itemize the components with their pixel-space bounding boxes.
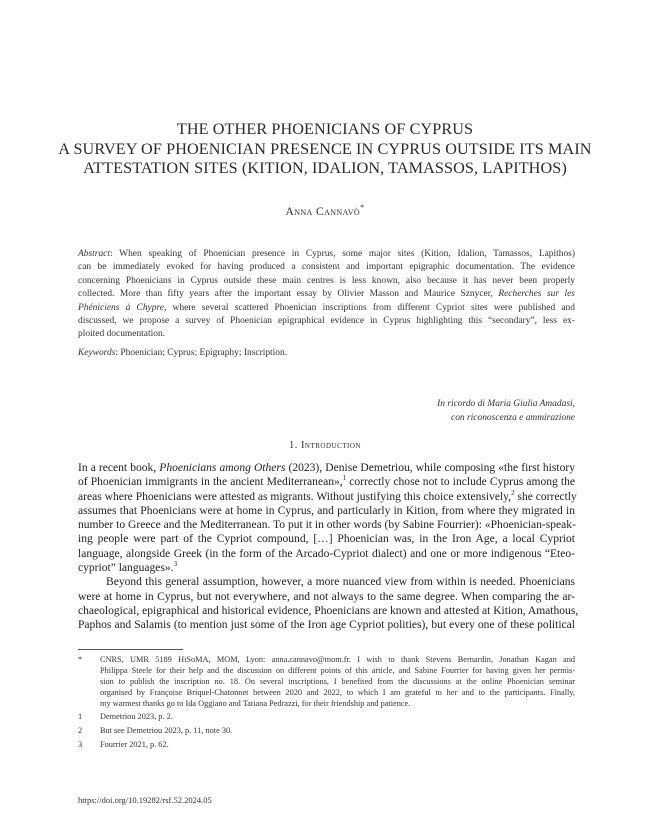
- body-line: Beyond this general assumption, however, a more nuanced view from within is needed. Phoenicians: [106, 576, 575, 589]
- abstract-line: Abstract: When speaking of Phoenician presence in Cyprus, some major sites (Kition, Idalion, Tamassos, Lapithos): [78, 249, 575, 259]
- keywords-text: : Phoenician; Cyprus; Epigraphy; Inscription.: [115, 348, 288, 358]
- footnote-1: [78, 710, 575, 724]
- body-line: cypriot” languages».$^3$: [78, 560, 178, 575]
- keywords: [78, 348, 287, 358]
- footnote-line: CNRS, UMR 5189 HiSoMA, MOM, Lyon: anna.cannavo@mom.fr. I wish to thank Stevens Bernardin, Jonathan Kagan and: [100, 655, 575, 664]
- footnote-mark: 2: [78, 725, 83, 735]
- footnote-3: [78, 738, 575, 752]
- footnotes: [78, 655, 575, 752]
- footnote-2: [78, 724, 575, 738]
- section-heading-text: 1. Introduction: [289, 440, 361, 451]
- title-line-1: THE OTHER PHOENICIANS OF CYPRUS: [176, 120, 474, 138]
- abstract-line: collected. More than fifty years after the important essay by Olivier Masson and Maurice Sznycer, Recherches sur les: [78, 289, 575, 300]
- footnote-line: organised by Françoise Briquel-Chatonnet between 2020 and 2022, to which I am grateful to her and to the participants. Finally,: [100, 687, 575, 697]
- section-heading: [0, 440, 650, 451]
- author-footnote-mark[interactable]: *: [360, 203, 365, 212]
- title-line-3: ATTESTATION SITES (KITION, IDALION, TAMASSOS, LAPITHOS): [83, 159, 567, 177]
- dedication-line-2: con riconoscenza e ammirazione: [451, 413, 575, 423]
- book-title-italic: Recherches sur les: [498, 289, 575, 300]
- abstract-label: Abstract: [78, 249, 110, 259]
- author-line: [0, 203, 650, 218]
- book-title-italic: Phéniciens à Chypre: [78, 302, 164, 313]
- footnote-star: [78, 655, 575, 710]
- footnote-text: Demetriou 2023, p. 2.: [100, 711, 173, 721]
- footnote-line: my warmest thanks go to Ida Oggiano and Tatiana Pedrazzi, for their friendship and patience.: [100, 698, 411, 708]
- dedication: [437, 397, 575, 425]
- footnote-divider: [78, 649, 183, 650]
- article-title: [40, 120, 610, 179]
- body-line: were at home in Cyprus, but not everywhere, and not always to the same degree. When comparing the ar-: [78, 590, 575, 603]
- body-line: In a recent book, Phoenicians among Others (2023), Denise Demetriou, while composing «the first history: [78, 462, 575, 474]
- footnote-ref[interactable]: 2: [511, 488, 515, 497]
- body-line: Paphos and Salamis (to mention just some of the Iron age Cypriot polities), but every one of these political: [78, 619, 575, 632]
- author-name: Anna Cannavò: [285, 205, 361, 218]
- body-line: ing people were part of the Cypriot compound, […] Phoenician was, in the Iron Age, a local Cypriot: [78, 533, 575, 546]
- abstract-line: Phéniciens à Chypre, where several scattered Phoenician inscriptions from different Cypriot sites were published and: [78, 302, 575, 313]
- book-title-italic: Phoenicians among Others: [159, 462, 286, 474]
- footnote-line: sion to publish the inscription no. 18. On several inscriptions, I benefited from the discussions at the online Phoenician seminar: [100, 676, 575, 686]
- body-line: chaeological, epigraphical and historical evidence, Phoenicians are known and attested at Kition, Amathous,: [78, 604, 579, 617]
- body-line: of Phoenician immigrants in the ancient Mediterranean»,$^1$ correctly chose not to include Cyprus among the: [78, 474, 576, 489]
- body-line: areas where Phoenicians were attested as migrants. Without justifying this choice extensively,$^2$ she correctly: [78, 488, 577, 503]
- doi-link[interactable]: https://doi.org/10.19282/rsf.52.2024.05: [78, 795, 212, 805]
- body-line: assumes that Phoenicians were at home in Cyprus, and particularly in Kition, from where they migrated in: [78, 504, 575, 517]
- footnote-text: Fourrier 2021, p. 62.: [100, 739, 169, 749]
- abstract-line: discussed, we propose a survey of Phoenician epigraphical evidence in Cyprus highlighting this “secondary”, less ex-: [78, 316, 575, 327]
- body-text: [78, 461, 579, 633]
- body-line: language, alongside Greek (in the form of the Arcado-Cypriot dialect) and one or more indigenous “Eteo-: [78, 547, 575, 560]
- abstract-line: concerning Phoenicians in Cyprus outside these main centres is less known, also because it has never been properly: [78, 275, 575, 286]
- title-line-2: A SURVEY OF PHOENICIAN PRESENCE IN CYPRUS OUTSIDE ITS MAIN: [58, 139, 592, 158]
- body-line: number to Greece and the Mediterranean. To put it in other words (by Sabine Fourrier): «Phoenician-speak-: [78, 519, 576, 532]
- dedication-line-1: In ricordo di Maria Giulia Amadasi,: [437, 399, 575, 409]
- abstract: [78, 248, 575, 342]
- footnote-mark: *: [78, 655, 83, 664]
- abstract-line: ploited documentation.: [78, 329, 166, 340]
- keywords-label: Keywords: [78, 348, 116, 358]
- footnote-mark: 3: [78, 739, 83, 749]
- footnote-line: Philippa Steele for their help and the discussion on different points of this article, and Sabine Fourrier for having given her permis-: [100, 665, 575, 675]
- footnote-mark: 1: [78, 711, 83, 721]
- footnote-ref[interactable]: 3: [173, 560, 178, 569]
- footnote-ref[interactable]: 1: [342, 474, 347, 483]
- footnote-text: But see Demetriou 2023, p. 11, note 30.: [100, 725, 233, 735]
- abstract-line: can be immediately evoked for having produced a consistent and important epigraphic documentation. The evidence: [78, 262, 575, 273]
